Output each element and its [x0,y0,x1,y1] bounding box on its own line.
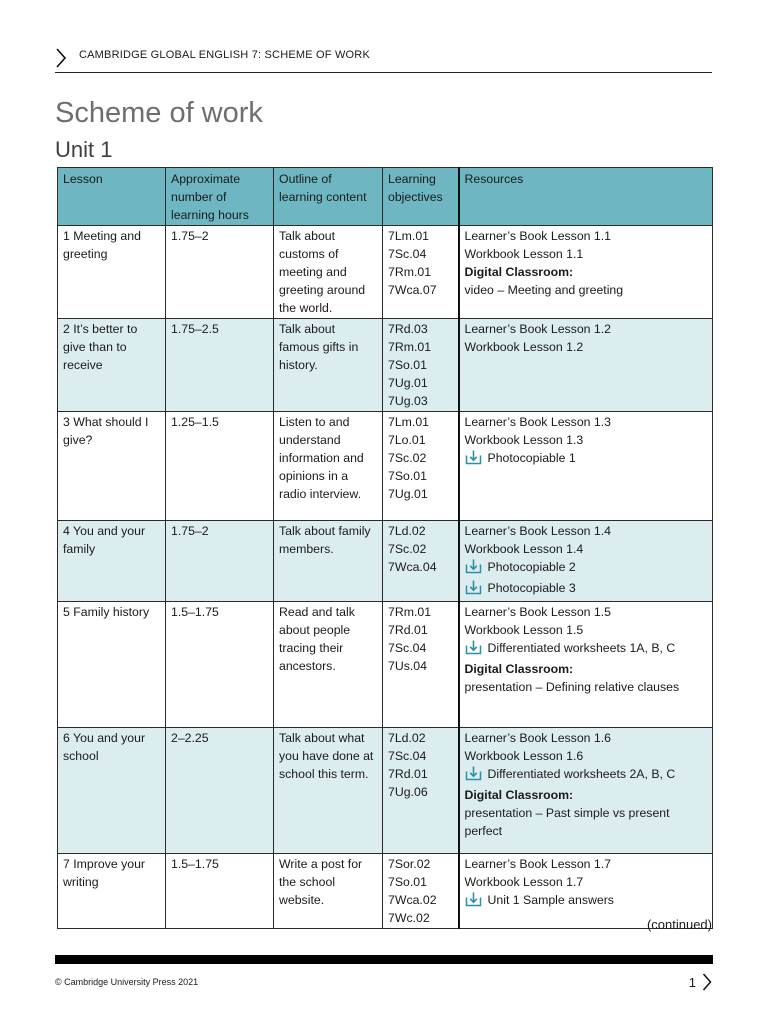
objectives-cell [383,728,459,854]
resource-text: Digital Classroom: [464,788,574,802]
objective-code: 7Rm.01 [388,340,432,354]
outline-cell: Write a post for the school website. [274,854,383,929]
column-header-outline: Outline of learning content [274,168,383,226]
outline-cell: Talk about what you have done at school this term. [274,728,383,854]
resource-text: Differentiated worksheets 1A, B, C [487,641,676,655]
scheme-table [57,167,713,929]
downloadable-resource[interactable] [465,449,709,470]
downloadable-resource[interactable] [465,558,709,579]
resource-item [465,873,709,891]
resource-text: video – Meeting and greeting [464,283,624,297]
resource-text: Learner’s Book Lesson 1.6 [464,731,612,745]
table-row [58,854,713,929]
column-header-hours: Approximate number of learning hours [166,168,274,226]
lesson-cell: 1 Meeting and greeting [58,226,166,319]
resource-text: Workbook Lesson 1.7 [464,875,584,889]
objective-code: 7Sc.04 [388,641,427,655]
objective-code: 7Rd.01 [388,767,428,781]
resource-item [465,227,709,245]
resource-text: Learner’s Book Lesson 1.7 [464,857,612,871]
objective-code: 7Wca.07 [388,283,437,297]
table-row [58,319,713,412]
downloadable-resource[interactable] [465,639,709,660]
lesson-cell: 5 Family history [58,602,166,728]
objective-code: 7Sc.02 [388,451,427,465]
objective-code: 7Lm.01 [388,415,430,429]
objective-code: 7Ld.02 [388,524,426,538]
page-title: Scheme of work [55,97,263,129]
resource-text: Workbook Lesson 1.3 [464,433,584,447]
download-icon [465,892,482,912]
outline-cell: Talk about customs of meeting and greeting around the world. [274,226,383,319]
objective-code: 7So.01 [388,358,427,372]
resource-text: Learner’s Book Lesson 1.1 [464,229,612,243]
download-icon [465,580,482,600]
downloadable-resource[interactable] [465,765,709,786]
resource-item [465,747,709,765]
objectives-cell [383,602,459,728]
lesson-cell: 2 It’s better to give than to receive [58,319,166,412]
outline-cell: Talk about famous gifts in history. [274,319,383,412]
download-icon [465,450,482,470]
resource-text: Differentiated worksheets 2A, B, C [487,767,676,781]
objective-code: 7Sc.04 [388,247,427,261]
objectives-cell [383,854,459,929]
hours-cell: 1.25–1.5 [166,412,274,521]
objective-code: 7Wca.04 [388,560,437,574]
table-row [58,602,713,728]
resource-text: Learner’s Book Lesson 1.4 [464,524,612,538]
resource-text: Learner’s Book Lesson 1.2 [464,322,612,336]
resource-text: Workbook Lesson 1.2 [464,340,584,354]
objective-code: 7So.01 [388,875,427,889]
column-header-resources: Resources [459,168,713,226]
resource-item [465,413,709,431]
table-row [58,728,713,854]
column-header-objectives: Learning objectives [383,168,459,226]
outline-cell: Talk about family members. [274,521,383,602]
resource-item [465,431,709,449]
resource-item [465,263,709,281]
resource-text: Photocopiable 2 [487,560,576,574]
chevron-right-icon [55,48,67,68]
hours-cell: 2–2.25 [166,728,274,854]
outline-cell: Listen to and understand information and opinions in a radio interview. [274,412,383,521]
objectives-cell [383,226,459,319]
resource-item [465,245,709,263]
objective-code: 7Sor.02 [388,857,431,871]
table-header-row [58,168,713,226]
resource-item [465,678,709,696]
resource-item [465,855,709,873]
resources-cell [459,728,713,854]
copyright: © Cambridge University Press 2021 [55,977,199,987]
download-icon [465,559,482,579]
resources-cell [459,412,713,521]
table-row [58,412,713,521]
objectives-cell [383,412,459,521]
page-number [689,973,712,991]
objective-code: 7Ug.03 [388,394,428,408]
resource-item [465,804,709,840]
outline-cell: Read and talk about people tracing their ancestors. [274,602,383,728]
unit-heading: Unit 1 [55,137,113,162]
objectives-cell [383,319,459,412]
resource-item [465,338,709,356]
objective-code: 7Ug.01 [388,376,428,390]
objective-code: 7Rd.01 [388,623,428,637]
objective-code: 7Lm.01 [388,229,430,243]
objective-code: 7Us.04 [388,659,427,673]
objective-code: 7Ld.02 [388,731,426,745]
resource-text: Digital Classroom: [464,662,574,676]
resource-item [465,786,709,804]
lesson-cell: 3 What should I give? [58,412,166,521]
page-number-text: 1 [688,975,696,990]
download-icon [465,640,482,660]
resource-text: Workbook Lesson 1.1 [464,247,584,261]
objective-code: 7Rm.01 [388,605,432,619]
resource-text: Workbook Lesson 1.4 [464,542,584,556]
continued-note: (continued) [646,917,712,932]
chevron-right-icon [702,973,712,991]
hours-cell: 1.75–2.5 [166,319,274,412]
resources-cell [459,602,713,728]
resource-text: presentation – Past simple vs present perfect [464,806,670,838]
objective-code: 7Lo.01 [388,433,426,447]
resource-item [465,660,709,678]
objective-code: 7Ug.06 [388,785,428,799]
objective-code: 7Rm.01 [388,265,432,279]
resource-text: Workbook Lesson 1.6 [464,749,584,763]
resource-item [465,540,709,558]
resource-text: presentation – Defining relative clauses [464,680,680,694]
running-header [55,46,712,73]
resource-text: Photocopiable 3 [487,581,576,595]
lesson-cell: 4 You and your family [58,521,166,602]
lesson-cell: 6 You and your school [58,728,166,854]
table-row [58,521,713,602]
resources-cell [459,319,713,412]
resource-text: Workbook Lesson 1.5 [464,623,584,637]
footer-rule [55,955,713,964]
resource-item [465,621,709,639]
objective-code: 7Rd.03 [388,322,428,336]
downloadable-resource[interactable] [465,891,709,912]
resource-item [465,729,709,747]
resource-item [465,522,709,540]
hours-cell: 1.75–2 [166,521,274,602]
downloadable-resource[interactable] [465,579,709,600]
header-text: CAMBRIDGE GLOBAL ENGLISH 7: SCHEME OF WORK [79,49,370,61]
resource-text: Learner’s Book Lesson 1.5 [464,605,612,619]
table-row [58,226,713,319]
resource-item [465,281,709,299]
resource-text: Unit 1 Sample answers [487,893,614,907]
download-icon [465,766,482,786]
resource-text: Learner’s Book Lesson 1.3 [464,415,612,429]
objective-code: 7Wca.02 [388,893,437,907]
objective-code: 7Sc.02 [388,542,427,556]
resource-item [465,320,709,338]
resources-cell [459,521,713,602]
resource-text: Photocopiable 1 [487,451,576,465]
resource-text: Digital Classroom: [464,265,574,279]
lesson-cell: 7 Improve your writing [58,854,166,929]
column-header-lesson: Lesson [58,168,166,226]
resource-item [465,603,709,621]
objective-code: 7Wc.02 [388,911,430,925]
objective-code: 7Ug.01 [388,487,428,501]
hours-cell: 1.5–1.75 [166,602,274,728]
objectives-cell [383,521,459,602]
objective-code: 7Sc.04 [388,749,427,763]
hours-cell: 1.5–1.75 [166,854,274,929]
hours-cell: 1.75–2 [166,226,274,319]
objective-code: 7So.01 [388,469,427,483]
resources-cell [459,226,713,319]
